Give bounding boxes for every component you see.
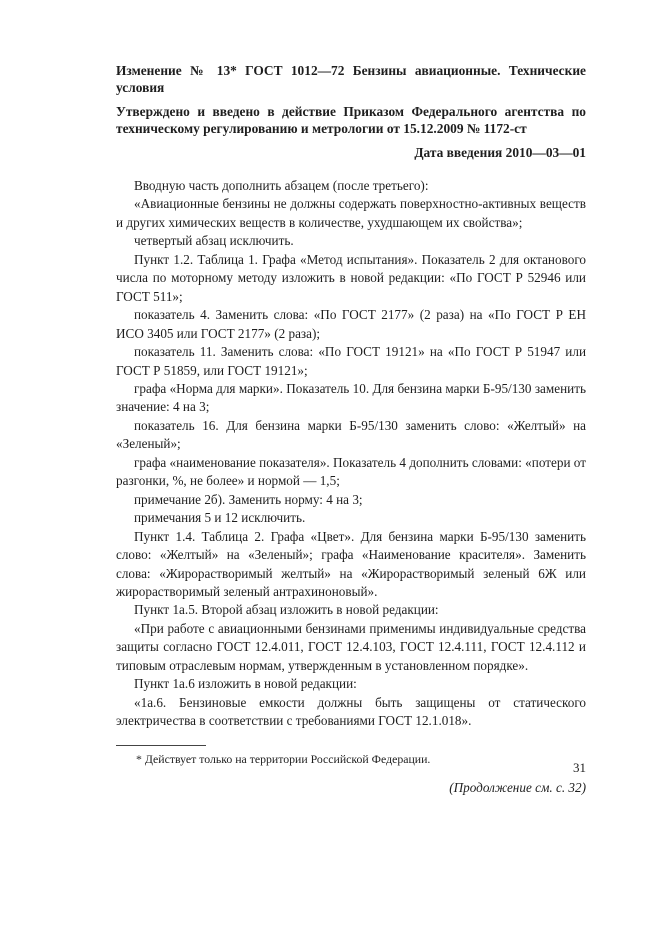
document-title: Изменение № 13* ГОСТ 1012—72 Бензины авиационные. Технические условия [116, 63, 586, 95]
body-paragraph: Пункт 1а.6 изложить в новой редакции: [134, 676, 357, 692]
body-paragraph: «Авиационные бензины не должны содержать поверхностно-активных веществ и других химических веществ в количестве, ухудшающем их свойства»; [116, 196, 586, 230]
body-paragraph: показатель 4. Заменить слова: «По ГОСТ 2177» (2 раза) на «По ГОСТ Р ЕН ИСО 3405 или ГОСТ 2177» (2 раза); [116, 307, 586, 341]
approval-statement: Утверждено и введено в действие Приказом Федерального агентства по техническому регулированию и метрологии от 15.12.2009 № 1172-ст [116, 104, 586, 136]
body-paragraph: показатель 16. Для бензина марки Б-95/130 заменить слово: «Желтый» на «Зеленый»; [116, 417, 586, 452]
footnote: * Действует только на территории Российской Федерации. [136, 751, 431, 766]
document-body [116, 177, 586, 731]
page-number: 31 [573, 760, 586, 775]
body-paragraph: примечание 2б). Заменить норму: 4 на 3; [134, 491, 363, 507]
body-paragraph: четвертый абзац исключить. [134, 233, 294, 249]
body-paragraph: «1а.6. Бензиновые емкости должны быть защищены от статического электричества в соответствии с требованиями ГОСТ 12.1.018». [116, 694, 586, 729]
body-paragraph: Пункт 1а.5. Второй абзац изложить в новой редакции: [134, 602, 439, 618]
body-paragraph: Пункт 1.4. Таблица 2. Графа «Цвет». Для бензина марки Б-95/130 заменить слово: «Желтый» на «Зеленый»; графа «Наименование красителя». Заменить слова: «Жирорастворимый желтый» на «Жирорастворимый зеленый 6Ж или жирорастворимый зеленый антрахиноновый». [116, 528, 586, 599]
effective-date: Дата введения 2010—03—01 [414, 145, 586, 160]
continuation-note: (Продолжение см. с. 32) [449, 779, 586, 795]
body-paragraph: примечания 5 и 12 исключить. [134, 510, 306, 526]
body-paragraph: «При работе с авиационными бензинами применимы индивидуальные средства защиты согласно ГОСТ 12.4.011, ГОСТ 12.4.103, ГОСТ 12.4.111, ГОСТ 12.4.112 и типовым отраслевым нормам, утвержденным в установленном порядке». [116, 620, 586, 673]
body-paragraph: показатель 11. Заменить слова: «По ГОСТ 19121» на «По ГОСТ Р 51947 или ГОСТ Р 51859, или ГОСТ 19121»; [116, 344, 586, 378]
body-paragraph: Вводную часть дополнить абзацем (после третьего): [134, 178, 429, 193]
footnote-divider [116, 745, 206, 746]
body-paragraph: графа «наименование показателя». Показатель 4 дополнить словами: «потери от разгонки, %, не более» и нормой — 1,5; [116, 454, 586, 489]
body-paragraph: Пункт 1.2. Таблица 1. Графа «Метод испытания». Показатель 2 для октанового числа по моторному методу изложить в новой редакции: «По ГОСТ Р 52946 или ГОСТ 511»; [116, 251, 586, 304]
document-page [116, 62, 586, 796]
body-paragraph: графа «Норма для марки». Показатель 10. Для бензина марки Б-95/130 заменить значение: 4 на 3; [116, 380, 586, 415]
